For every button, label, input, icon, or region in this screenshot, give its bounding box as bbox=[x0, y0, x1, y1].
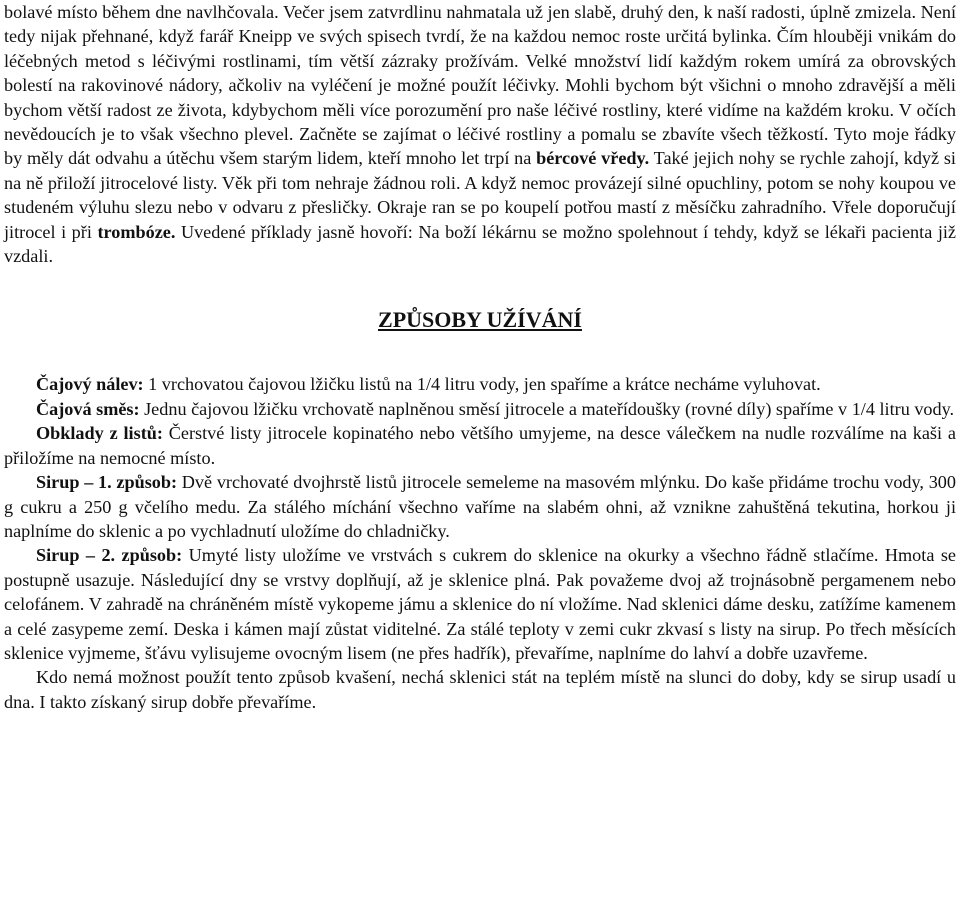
syrup-method-1-paragraph bbox=[4, 470, 956, 543]
tea-blend-paragraph bbox=[4, 397, 956, 421]
intro-bold-varicose-ulcers: bércové vředy. bbox=[536, 148, 650, 169]
intro-text-2: Také jejich nohy se rychle zahojí, když si na ně přiloží jitrocelové listy. Věk při tom nehraje žádnou roli. A když nemoc provázejí silné opuchliny, potom se nohy koupou ve studeném výluhu slezu nebo v odvaru z přesličky. Okraje ran se po koupelí potřou mastí z měsíčku zahradního. Vřele doporučují jitrocel i při bbox=[4, 148, 956, 242]
tea-blend-text: Jednu čajovou lžičku vrchovatě naplněnou směsí jitrocele a mateřídoušky (rovné díly) spaříme v 1/4 litru vody. bbox=[139, 398, 955, 419]
tea-infusion-label: Čajový nálev: bbox=[36, 374, 144, 395]
syrup-method-1-label: Sirup – 1. způsob: bbox=[36, 472, 178, 493]
syrup-method-2-label: Sirup – 2. způsob: bbox=[36, 545, 183, 566]
syrup-method-1-text: Dvě vrchovaté dvojhrstě listů jitrocele semeleme na masovém mlýnku. Do kaše přidáme trochu vody, 300 g cukru a 250 g včelího medu. Za stálého míchání všechno vaříme na slabém ohni, až vznikne zahuštěná tekutina, horkou ji naplníme do sklenic a po vychladnutí uložíme do chladničky. bbox=[4, 472, 956, 541]
syrup-method-2-text: Umyté listy uložíme ve vrstvách s cukrem do sklenice na okurky a všechno řádně stlačíme. Hmota se postupně usazuje. Následující dny se vrstvy doplňují, až je sklenice plná. Pak považeme dvoj až trojnásobně pergamenem nebo celofánem. V zahradě na chráněném místě vykopeme jámu a sklenice do ní vložíme. Nad sklenici dáme desku, zatížíme kamenem a celé zasypeme zemí. Deska i kámen mají zůstat viditelné. Za stálé teploty v zemi cukr zkvasí s listy na sirup. Po třech měsících sklenice vyjmeme, šťávu vylisujeme ovocným lisem (ne přes hadřík), převaříme, naplníme do lahví a dobře uzavřeme. bbox=[4, 545, 956, 663]
intro-bold-thrombosis: trombóze. bbox=[97, 221, 176, 242]
closing-paragraph bbox=[4, 665, 956, 714]
tea-infusion-text: 1 vrchovatou čajovou lžičku listů na 1/4 litru vody, jen spaříme a krátce necháme vyluhovat. bbox=[143, 374, 821, 395]
poultice-paragraph bbox=[4, 421, 956, 470]
poultice-label: Obklady z listů: bbox=[36, 423, 163, 444]
poultice-text: Čerstvé listy jitrocele kopinatého nebo většího umyjeme, na desce válečkem na nudle rozválíme na kaši a přiložíme na nemocné místo. bbox=[4, 423, 956, 468]
intro-text-3: Uvedené příklady jasně hovoří: Na boží lékárnu se možno spolehnout í tehdy, když se lékaři pacienta již vzdali. bbox=[4, 221, 957, 267]
section-title: ZPŮSOBY UŽÍVÁNÍ bbox=[378, 307, 582, 333]
intro-text-1: bolavé místo během dne navlhčovala. Večer jsem zatvrdlinu nahmatala už jen slabě, druhý den, k naší radosti, úplně zmizela. Není tedy nijak přehnané, když farář Kneipp ve svých spisech tvrdí, že na každou nemoc roste určitá bylinka. Čím hlouběji vnikám do léčebných metod s léčivými rostlinami, tím větší zázraky prožívám. Velké množství lidí každým rokem umírá za obrovských bolestí na rakovinové nádory, ačkoliv na vyléčení je možné použít léčivky. Mohli bychom být všichni o mnoho zdravější a měli bychom větší radost ze života, kdybychom měli více porozumění pro naše léčivé rostliny, které vidíme na každém kroku. V očích nevědoucích je to však všechno plevel. Začněte se zajímat o léčivé rostliny a pomalu se zbavíte všech těžkostí. Tyto moje řádky by měly dát odvahu a útěchu všem starým lidem, kteří mnoho let trpí na bbox=[4, 2, 956, 169]
tea-blend-label: Čajová směs: bbox=[36, 398, 140, 419]
syrup-method-2-paragraph bbox=[4, 543, 956, 665]
title-block bbox=[4, 268, 956, 372]
tea-infusion-paragraph bbox=[4, 372, 956, 396]
closing-text: Kdo nemá možnost použít tento způsob kvašení, nechá sklenici stát na teplém místě na slunci do doby, kdy se sirup usadí u dna. I takto získaný sirup dobře převaříme. bbox=[4, 667, 956, 712]
intro-paragraph bbox=[4, 0, 956, 268]
